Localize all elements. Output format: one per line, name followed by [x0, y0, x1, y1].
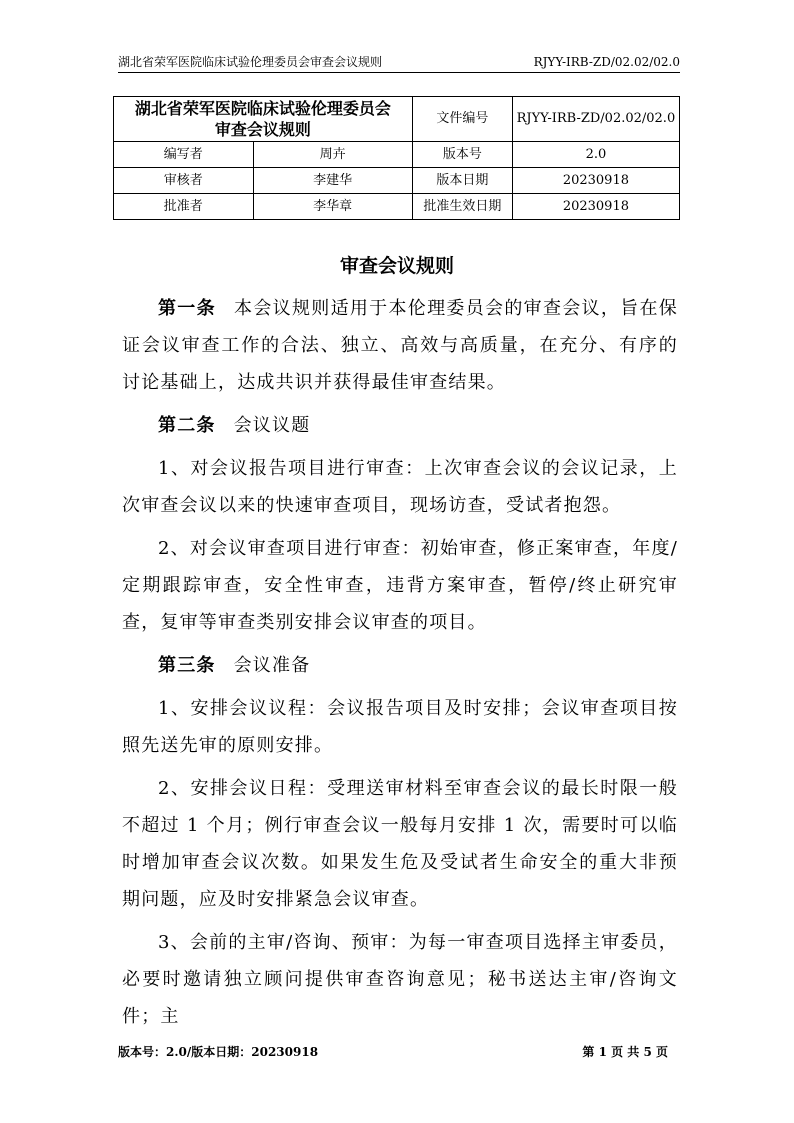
paragraph	[122, 290, 678, 401]
table-row	[114, 168, 680, 194]
paragraph-text: 会议准备	[233, 655, 311, 676]
doc-no-value: RJYY-IRB-ZD/02.02/02.0	[512, 97, 679, 142]
table-row	[114, 97, 680, 142]
document-title: 审查会议规则	[339, 255, 454, 277]
paragraph	[122, 770, 678, 918]
paragraph-text: 本会议规则适用于本伦理委员会的审查会议，旨在保证会议审查工作的合法、独立、高效与高质量，在充分、有序的讨论基础上，达成共识并获得最佳审查结果。	[122, 298, 678, 393]
footer-version: 版本号：2.0/版本日期：20230918	[118, 1045, 319, 1059]
version-value: 2.0	[512, 142, 679, 168]
reviewer-label: 审核者	[114, 168, 254, 194]
reviewer-value: 李建华	[253, 168, 412, 194]
table-row	[114, 194, 680, 220]
paragraph	[122, 530, 678, 641]
version-date-value: 20230918	[512, 168, 679, 194]
paragraph-text: 3、会前的主审/咨询、预审：为每一审查项目选择主审委员，必要时邀请独立顾问提供审查咨询意见；秘书送达主审/咨询文件；主	[122, 932, 678, 1027]
paragraph	[122, 407, 678, 444]
effective-date-label: 批准生效日期	[412, 194, 512, 220]
author-value: 周卉	[253, 142, 412, 168]
table-title-line1: 湖北省荣军医院临床试验伦理委员会	[134, 99, 391, 118]
version-date-label: 版本日期	[412, 168, 512, 194]
table-title-cell	[114, 97, 413, 142]
document-info-table	[113, 96, 680, 220]
header-left-text: 湖北省荣军医院临床试验伦理委员会审查会议规则	[118, 55, 383, 69]
approver-value: 李华章	[253, 194, 412, 220]
document-body	[122, 290, 678, 1041]
footer-page-number: 第 1 页 共 5 页	[582, 1045, 668, 1059]
paragraph	[122, 647, 678, 684]
page-footer	[118, 1043, 668, 1060]
effective-date-value: 20230918	[512, 194, 679, 220]
paragraph	[122, 450, 678, 524]
article-heading: 第三条	[158, 655, 216, 676]
page-header	[118, 55, 680, 73]
article-heading: 第二条	[158, 415, 216, 436]
author-label: 编写者	[114, 142, 254, 168]
paragraph-text: 2、对会议审查项目进行审查：初始审查，修正案审查，年度/定期跟踪审查，安全性审查，违背方案审查，暂停/终止研究审查，复审等审查类别安排会议审查的项目。	[122, 538, 678, 633]
paragraph-text: 1、安排会议议程：会议报告项目及时安排；会议审查项目按照先送先审的原则安排。	[122, 698, 678, 756]
doc-no-label: 文件编号	[412, 97, 512, 142]
version-label: 版本号	[412, 142, 512, 168]
paragraph	[122, 924, 678, 1035]
paragraph	[122, 690, 678, 764]
table-title-line2: 审查会议规则	[214, 120, 311, 139]
approver-label: 批准者	[114, 194, 254, 220]
header-right-text: RJYY-IRB-ZD/02.02/02.0	[533, 55, 680, 69]
article-heading: 第一条	[158, 298, 216, 319]
paragraph-text: 会议议题	[233, 415, 311, 436]
table-row	[114, 142, 680, 168]
paragraph-text: 2、安排会议日程：受理送审材料至审查会议的最长时限一般不超过 1 个月；例行审查会议一般每月安排 1 次，需要时可以临时增加审查会议次数。如果发生危及受试者生命安全的重大非预期问题，应及时安排紧急会议审查。	[122, 778, 678, 910]
paragraph-text: 1、对会议报告项目进行审查：上次审查会议的会议记录，上次审查会议以来的快速审查项目，现场访查，受试者抱怨。	[122, 458, 678, 516]
